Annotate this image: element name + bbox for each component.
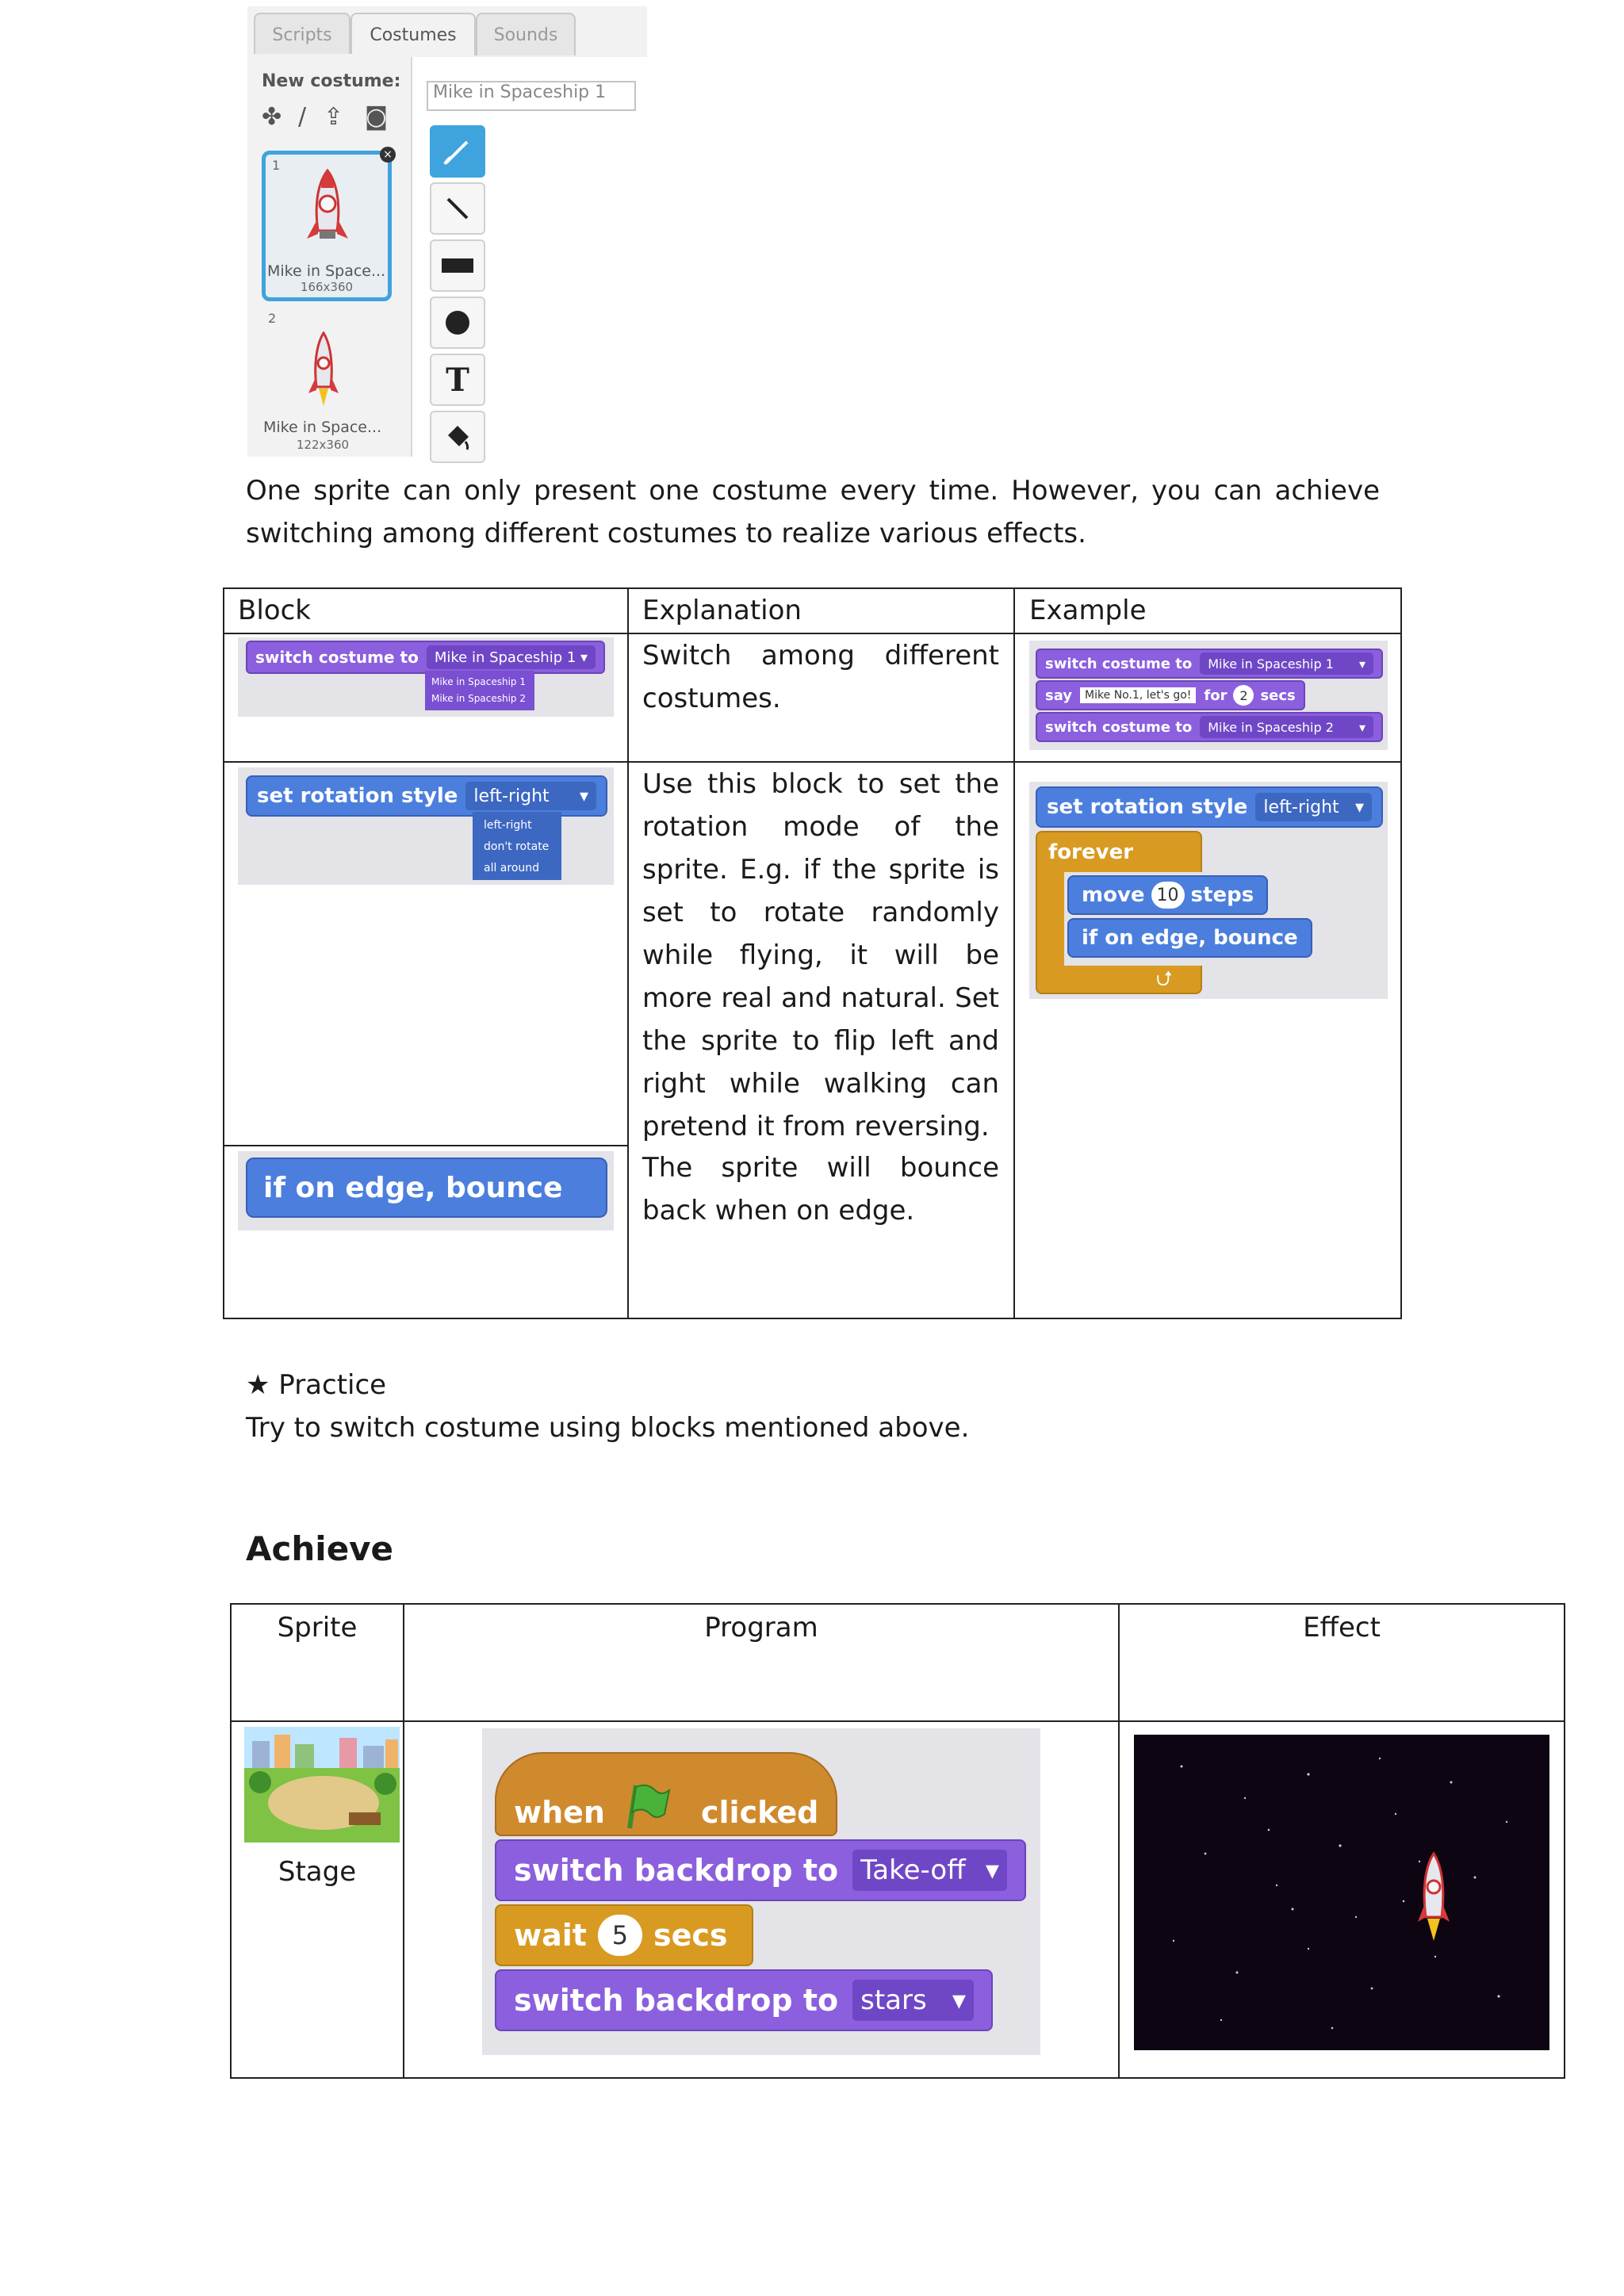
if-on-edge-bounce-block[interactable]: if on edge, bounce [246, 1158, 607, 1218]
table-header-example: Example [1029, 595, 1147, 626]
effect-stage-image [1134, 1735, 1549, 2050]
set-rotation-style-block[interactable]: set rotation style left-right ▾ [1036, 786, 1383, 828]
if-on-edge-bounce-block[interactable]: if on edge, bounce [1067, 918, 1312, 958]
brush-icon [442, 136, 473, 167]
stage-label: Stage [278, 1856, 357, 1888]
upload-costume-icon[interactable]: ⇪ [324, 103, 344, 131]
rectangle-icon [440, 254, 475, 277]
backdrop-dropdown[interactable]: stars ▾ [852, 1980, 974, 2021]
achieve-heading: Achieve [246, 1529, 394, 1568]
table-header-block: Block [238, 595, 311, 626]
set-rotation-style-block[interactable]: set rotation style left-right ▾ [246, 775, 607, 817]
explanation-switch-costume: Switch among different costumes. [642, 640, 999, 714]
line-tool[interactable] [430, 182, 485, 235]
costume-dropdown[interactable]: Mike in Spaceship 1 ▾ [427, 645, 596, 669]
switch-backdrop-block[interactable]: switch backdrop to Take-off ▾ [495, 1839, 1026, 1901]
menu-item[interactable]: Mike in Spaceship 1 [431, 676, 526, 687]
camera-icon[interactable]: ◙ [365, 103, 389, 131]
ellipse-tool[interactable] [430, 297, 485, 349]
green-flag-icon [623, 1782, 671, 1830]
costume-name: Mike in Space... [267, 262, 386, 280]
costume-size: 166x360 [300, 280, 354, 294]
switch-costume-block[interactable]: switch costume to Mike in Spaceship 2 ▾ [1036, 712, 1383, 742]
text-icon: T [446, 361, 469, 399]
ellipse-icon [442, 307, 473, 339]
achieve-header-program: Program [704, 1612, 818, 1644]
program-image [482, 1728, 1040, 2055]
say-for-secs-block[interactable]: say Mike No.1, let's go! for 2 secs [1036, 680, 1305, 710]
wait-secs-block[interactable]: wait 5 secs [495, 1904, 753, 1966]
line-icon [442, 193, 473, 224]
achieve-header-effect: Effect [1303, 1612, 1381, 1644]
delete-costume-icon[interactable]: × [380, 147, 396, 163]
hat-when-label: when [514, 1795, 605, 1830]
explanation-bounce: The sprite will bounce back when on edge. [642, 1152, 999, 1226]
hat-clicked-label: clicked [701, 1795, 819, 1830]
tab-costumes[interactable]: Costumes [350, 13, 476, 55]
block-label: switch costume to [255, 648, 419, 667]
costume-item-1[interactable] [262, 148, 393, 301]
loop-arrow-icon: ⮍ [1156, 967, 1173, 991]
practice-text: Try to switch costume using blocks mentioned above. [246, 1412, 970, 1444]
paint-editor [411, 57, 649, 457]
costume-number: 2 [268, 311, 277, 326]
costume-number: 1 [272, 158, 281, 173]
menu-item[interactable]: Mike in Spaceship 2 [431, 693, 526, 704]
practice-title: ★ Practice [246, 1369, 387, 1401]
costume-name-input[interactable]: Mike in Spaceship 1 [427, 81, 636, 111]
rocket-thumbnail-icon [304, 169, 351, 251]
rocket-thumbnail-icon [306, 331, 341, 408]
menu-item[interactable]: left-right [484, 819, 532, 832]
rectangle-tool[interactable] [430, 239, 485, 292]
new-costume-label: New costume: [262, 71, 401, 91]
rotation-style-dropdown[interactable]: left-right ▾ [1255, 793, 1372, 821]
costume-dropdown[interactable]: Mike in Spaceship 2 ▾ [1200, 716, 1373, 738]
menu-item[interactable]: all around [484, 862, 540, 874]
switch-costume-block[interactable]: switch costume to Mike in Spaceship 1 ▾ [1036, 649, 1383, 679]
fill-icon [442, 421, 473, 453]
switch-costume-block[interactable] [246, 641, 605, 674]
rotation-style-menu [473, 812, 561, 880]
secs-input[interactable]: 2 [1233, 685, 1254, 706]
intro-paragraph: One sprite can only present one costume every time. However, you can achieve switching among different costumes to realize various effects. [246, 475, 1380, 549]
achieve-header-sprite: Sprite [277, 1612, 358, 1644]
steps-input[interactable]: 10 [1151, 882, 1185, 909]
costume-name: Mike in Space... [263, 419, 382, 436]
paint-new-costume-icon[interactable]: ✤ [262, 103, 282, 131]
say-message-input[interactable]: Mike No.1, let's go! [1080, 687, 1196, 703]
table-header-explanation: Explanation [642, 595, 802, 626]
costume-editor-panel [247, 6, 647, 457]
backdrop-dropdown[interactable]: Take-off ▾ [852, 1850, 1007, 1891]
text-tool[interactable] [430, 354, 485, 406]
stage-thumbnail [244, 1727, 400, 1843]
forever-label: forever [1048, 840, 1134, 864]
costume-dropdown[interactable]: Mike in Spaceship 1 ▾ [1200, 652, 1373, 675]
costume-list [247, 54, 406, 457]
costume-dropdown-menu [425, 671, 534, 710]
menu-item[interactable]: don't rotate [484, 840, 550, 853]
costume-size: 122x360 [296, 438, 350, 452]
explanation-rotation-style: Use this block to set the rotation mode of the sprite. E.g. if the sprite is set to rotate randomly while flying, it will be more real and natural. Set the sprite to flip left and right while walking can pretend it from reversing. [642, 768, 999, 1142]
brush-tool[interactable] [430, 125, 485, 178]
rotation-style-dropdown[interactable]: left-right ▾ [465, 782, 596, 810]
switch-backdrop-block[interactable]: switch backdrop to stars ▾ [495, 1969, 993, 2031]
move-steps-block[interactable]: move 10 steps [1067, 875, 1268, 915]
paint-brush-icon[interactable]: / [298, 103, 307, 131]
tab-scripts[interactable]: Scripts [254, 13, 350, 55]
tab-sounds[interactable]: Sounds [476, 13, 576, 55]
when-flag-clicked-block[interactable] [495, 1752, 837, 1836]
costume-item-2[interactable] [262, 308, 384, 455]
wait-seconds-input[interactable]: 5 [598, 1915, 642, 1956]
fill-tool[interactable] [430, 411, 485, 463]
